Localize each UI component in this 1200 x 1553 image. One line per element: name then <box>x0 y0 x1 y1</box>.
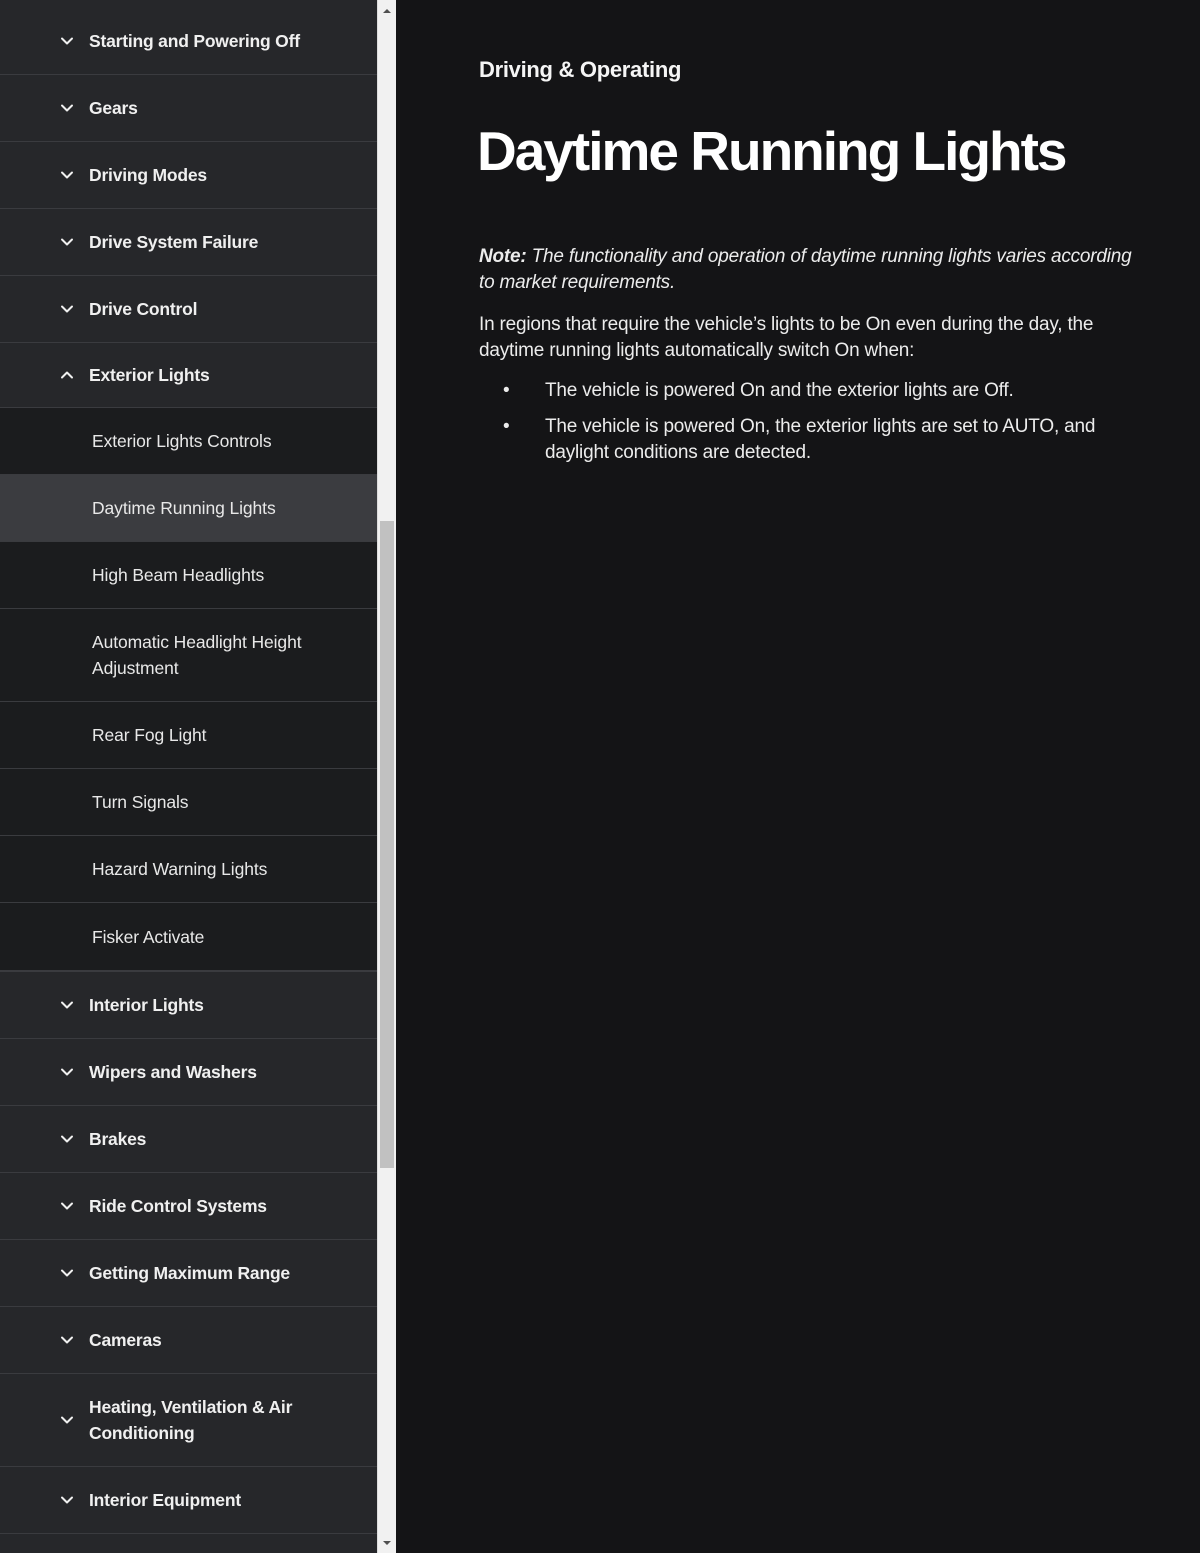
article-body <box>479 244 1139 476</box>
arrow-down-icon[interactable] <box>378 1534 396 1551</box>
note-label: Note: <box>479 246 527 267</box>
bullet-icon: • <box>503 416 510 437</box>
sidebar-subitem-fisker-activate[interactable] <box>0 903 377 972</box>
sidebar-item-label: Drive System Failure <box>89 232 259 252</box>
sidebar-item-label: Interior Equipment <box>89 1490 241 1510</box>
intro-paragraph: In regions that require the vehicle’s lights to be On even during the day, the daytime running lights automatically switch On when: <box>479 314 1094 361</box>
chevron-down-icon <box>59 33 75 49</box>
sidebar-item-label: Ride Control Systems <box>89 1196 267 1216</box>
sidebar-item-label: Exterior Lights Controls <box>92 431 272 451</box>
chevron-down-icon <box>59 1064 75 1080</box>
sidebar-item-label: Starting and Powering Off <box>89 31 300 51</box>
sidebar-item-ride-control-systems[interactable] <box>0 1173 377 1240</box>
sidebar-subitem-high-beam-headlights[interactable] <box>0 542 377 609</box>
sidebar-item-heating-ventilation-air-conditioning[interactable] <box>0 1374 377 1467</box>
sidebar-subitem-automatic-headlight-height-adjustment[interactable] <box>0 609 377 702</box>
chevron-up-icon <box>59 367 75 383</box>
sidebar-item-interior-equipment[interactable] <box>0 1467 377 1534</box>
sidebar-item-label: Daytime Running Lights <box>92 498 276 518</box>
sidebar-item-exterior-lights[interactable] <box>0 343 377 408</box>
sidebar-item-label: Automatic Headlight Height Adjustment <box>92 632 302 678</box>
sidebar-item-brakes[interactable] <box>0 1106 377 1173</box>
sidebar-scrollbar[interactable] <box>377 0 396 1553</box>
note-text: The functionality and operation of daytime running lights varies according to market requirements. <box>479 246 1132 293</box>
sidebar-item-label: Cameras <box>89 1330 162 1350</box>
sidebar-item-interior-lights[interactable] <box>0 972 377 1039</box>
sidebar-item-gears[interactable] <box>0 75 377 142</box>
sidebar-item-wipers-and-washers[interactable] <box>0 1039 377 1106</box>
chevron-down-icon <box>59 100 75 116</box>
sidebar-item-label: Gears <box>89 98 138 118</box>
conditions-list <box>479 378 1139 466</box>
sidebar <box>0 0 377 1553</box>
breadcrumb[interactable]: Driving & Operating <box>479 57 682 82</box>
sidebar-item-starting-and-powering-off[interactable] <box>0 8 377 75</box>
chevron-down-icon <box>59 167 75 183</box>
sidebar-item-label: Interior Lights <box>89 995 204 1015</box>
sidebar-subitem-daytime-running-lights[interactable] <box>0 475 377 542</box>
page-title: Daytime Running Lights <box>477 120 1066 182</box>
sidebar-item-label: Drive Control <box>89 299 198 319</box>
sidebar-nav-list <box>0 8 377 1534</box>
chevron-down-icon <box>59 301 75 317</box>
main-content <box>396 0 1200 1553</box>
chevron-down-icon <box>59 1131 75 1147</box>
sidebar-subitem-hazard-warning-lights[interactable] <box>0 836 377 903</box>
sidebar-item-driving-modes[interactable] <box>0 142 377 209</box>
sidebar-item-label: Getting Maximum Range <box>89 1263 290 1283</box>
sidebar-item-drive-control[interactable] <box>0 276 377 343</box>
chevron-down-icon <box>59 1492 75 1508</box>
chevron-down-icon <box>59 1265 75 1281</box>
chevron-down-icon <box>59 1198 75 1214</box>
chevron-down-icon <box>59 1412 75 1428</box>
bullet-icon: • <box>503 380 510 401</box>
sidebar-item-label: Hazard Warning Lights <box>92 859 268 879</box>
sidebar-item-cameras[interactable] <box>0 1307 377 1374</box>
note-paragraph <box>479 244 1139 296</box>
sidebar-item-label: High Beam Headlights <box>92 565 265 585</box>
sidebar-subitem-exterior-lights-controls[interactable] <box>0 408 377 475</box>
sidebar-item-label: Driving Modes <box>89 165 207 185</box>
sidebar-item-drive-system-failure[interactable] <box>0 209 377 276</box>
sidebar-item-label: Heating, Ventilation & Air Conditioning <box>89 1397 293 1443</box>
chevron-down-icon <box>59 997 75 1013</box>
list-item-text: The vehicle is powered On, the exterior lights are set to AUTO, and daylight conditions are detected. <box>545 416 1096 463</box>
sidebar-item-label: Wipers and Washers <box>89 1062 257 1082</box>
chevron-down-icon <box>59 234 75 250</box>
list-item <box>479 378 1139 404</box>
sidebar-item-getting-maximum-range[interactable] <box>0 1240 377 1307</box>
sidebar-item-label: Brakes <box>89 1129 147 1149</box>
sidebar-subitem-turn-signals[interactable] <box>0 769 377 836</box>
list-item-text: The vehicle is powered On and the exterior lights are Off. <box>545 380 1014 401</box>
sidebar-item-label: Exterior Lights <box>89 365 210 385</box>
arrow-up-icon[interactable] <box>378 2 396 19</box>
sidebar-item-label: Rear Fog Light <box>92 725 207 745</box>
list-item <box>479 414 1139 466</box>
sidebar-item-label: Fisker Activate <box>92 926 205 947</box>
sidebar-subitem-rear-fog-light[interactable] <box>0 702 377 769</box>
chevron-down-icon <box>59 1332 75 1348</box>
sidebar-item-label: Turn Signals <box>92 792 189 812</box>
scrollbar-thumb[interactable] <box>380 521 394 1168</box>
